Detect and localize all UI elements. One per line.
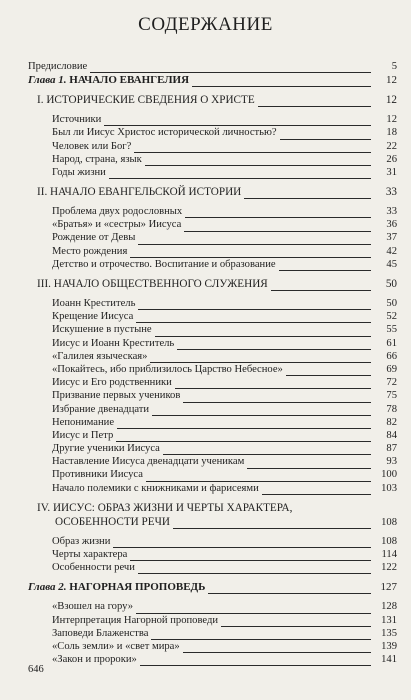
toc-entry-label: Призвание первых учеников: [52, 390, 181, 402]
toc-section-row: [0, 185, 411, 199]
toc-entry-label: Заповеди Блаженства: [52, 627, 149, 639]
toc-chapter-title: [28, 580, 205, 594]
toc-entry-row: [0, 245, 411, 258]
toc-page-number: 131: [381, 614, 397, 626]
toc-entry-row: [0, 166, 411, 179]
toc-list: [0, 60, 411, 666]
toc-underline: [140, 665, 371, 666]
toc-page-number: 50: [386, 298, 397, 310]
toc-page-number: 128: [381, 601, 397, 613]
toc-page-number: 103: [381, 482, 397, 494]
toc-page-number: 93: [386, 456, 397, 468]
toc-entry-label: Крещение Иисуса: [52, 311, 134, 323]
toc-entry-label: Иисус и Его родственники: [52, 377, 172, 389]
toc-page-number: 84: [386, 429, 397, 441]
toc-entry-label: «Покайтесь, ибо приблизилось Царство Небесное»: [52, 363, 283, 375]
toc-entry-label: II. НАЧАЛО ЕВАНГЕЛЬСКОЙ ИСТОРИИ: [37, 186, 242, 199]
toc-entry-label: Детство и отрочество. Воспитание и образование: [52, 258, 276, 270]
toc-page-number: 127: [380, 581, 397, 594]
toc-entry-row: [0, 205, 411, 218]
toc-page-number: 139: [381, 640, 397, 652]
toc-entry-row: [0, 535, 411, 548]
toc-entry-row: [0, 482, 411, 495]
toc-section-row: [0, 93, 411, 107]
toc-entry-label: Место рождения: [52, 245, 128, 257]
toc-entry-row: [0, 416, 411, 429]
toc-entry-row: [0, 548, 411, 561]
toc-page-number: 36: [386, 219, 397, 231]
toc-entry-label: Проблема двух родословных: [52, 206, 183, 218]
toc-entry-row: [0, 376, 411, 389]
toc-page-number: 12: [386, 74, 397, 87]
toc-entry-row: [0, 113, 411, 126]
toc-entry-label: Другие ученики Иисуса: [52, 443, 160, 455]
toc-entry-label: Особенности речи: [52, 562, 135, 574]
toc-entry-row: [0, 363, 411, 376]
toc-entry-label: Интерпретация Нагорной проповеди: [52, 614, 219, 626]
toc-section-line1: IV. ИИСУС: ОБРАЗ ЖИЗНИ И ЧЕРТЫ ХАРАКТЕРА,: [37, 501, 293, 514]
toc-chapter-number: Глава 1.: [28, 74, 67, 87]
toc-page-number: 72: [386, 377, 397, 389]
toc-page-number: 122: [381, 562, 397, 574]
toc-entry-label: «Соль земли» и «свет мира»: [52, 640, 180, 652]
toc-entry-row: [0, 403, 411, 416]
toc-entry-row: [0, 653, 411, 666]
toc-entry-label: Предисловие: [28, 60, 88, 72]
toc-chapter-name: НАГОРНАЯ ПРОПОВЕДЬ: [69, 581, 206, 594]
toc-entry-row: [0, 614, 411, 627]
toc-entry-label: III. НАЧАЛО ОБЩЕСТВЕННОГО СЛУЖЕНИЯ: [37, 278, 268, 291]
toc-chapter-row: [0, 580, 411, 594]
toc-page-number: 22: [386, 140, 397, 152]
toc-page-number: 26: [386, 153, 397, 165]
toc-section-line2: ОСОБЕННОСТИ РЕЧИ: [55, 515, 170, 528]
toc-page-number: 135: [381, 627, 397, 639]
toc-page-number: 87: [386, 443, 397, 455]
toc-entry-label: Иисус и Петр: [52, 429, 114, 441]
toc-page-number: 12: [385, 94, 397, 107]
toc-page-number: 55: [386, 324, 397, 336]
toc-page-number: 82: [386, 416, 397, 428]
toc-entry-label: Искушение в пустыне: [52, 324, 152, 336]
toc-page-number: 42: [386, 245, 397, 257]
toc-entry-row: [0, 469, 411, 482]
toc-entry-label: Источники: [52, 114, 102, 126]
toc-entry-row: [0, 600, 411, 613]
toc-entry-row: [0, 337, 411, 350]
toc-entry-row: [0, 627, 411, 640]
toc-entry-label: Народ, страна, язык: [52, 153, 142, 165]
toc-page-number: 31: [386, 166, 397, 178]
toc-page-number: 33: [386, 206, 397, 218]
toc-entry-row: [0, 258, 411, 271]
toc-page-number: 61: [386, 337, 397, 349]
toc-entry-label: Образ жизни: [52, 535, 111, 547]
toc-page-number: 5: [391, 60, 397, 72]
toc-entry-row: [0, 232, 411, 245]
toc-entry-label: Человек или Бог?: [52, 140, 132, 152]
toc-entry-row: [0, 126, 411, 139]
toc-page-number: 52: [386, 311, 397, 323]
toc-page-number: 12: [386, 114, 397, 126]
toc-page-number: 50: [385, 278, 397, 291]
toc-chapter-row: [0, 73, 411, 87]
toc-entry-label: I. ИСТОРИЧЕСКИЕ СВЕДЕНИЯ О ХРИСТЕ: [37, 94, 255, 107]
page-title: СОДЕРЖАНИЕ: [138, 14, 273, 35]
toc-page-number: 141: [381, 654, 397, 666]
toc-page-number: 114: [381, 549, 397, 561]
toc-entry-label: Избрание двенадцати: [52, 403, 150, 415]
toc-entry-row: [0, 640, 411, 653]
toc-page-number: 108: [381, 535, 397, 547]
toc-entry-label: Противники Иисуса: [52, 469, 143, 481]
toc-page-number: 45: [386, 258, 397, 270]
toc-entry-label: Рождение от Девы: [52, 232, 136, 244]
toc-entry-row: [0, 153, 411, 166]
toc-page-number: 37: [386, 232, 397, 244]
toc-entry-row: [0, 310, 411, 323]
toc-chapter-name: НАЧАЛО ЕВАНГЕЛИЯ: [69, 74, 190, 87]
toc-entry-label: «Закон и пророки»: [52, 654, 137, 666]
toc-entry-row: [0, 455, 411, 468]
toc-entry-row: [0, 561, 411, 574]
toc-entry-label: Черты характера: [52, 549, 128, 561]
toc-entry-row: [0, 350, 411, 363]
toc-section-row: [0, 501, 411, 529]
toc-section-row: [0, 277, 411, 291]
toc-page-number: 100: [381, 469, 397, 481]
toc-chapter-number: Глава 2.: [28, 581, 67, 594]
toc-page-number: 33: [385, 186, 397, 199]
toc-entry-label: Был ли Иисус Христос исторической личностью?: [52, 127, 277, 139]
toc-page-number: 66: [386, 350, 397, 362]
toc-entry-label: «Галилея языческая»: [52, 350, 148, 362]
toc-entry-row: [0, 323, 411, 336]
toc-entry-label: Непонимание: [52, 416, 115, 428]
toc-entry-label: Иоанн Креститель: [52, 298, 136, 310]
toc-page-number: 108: [381, 516, 397, 528]
toc-page-number: 78: [386, 403, 397, 415]
toc-entry-row: [0, 297, 411, 310]
toc-entry-label: «Братья» и «сестры» Иисуса: [52, 219, 182, 231]
toc-entry-label: [37, 501, 292, 529]
toc-entry-label: Иисус и Иоанн Креститель: [52, 337, 175, 349]
toc-entry-row: [0, 389, 411, 402]
toc-entry-row: [0, 218, 411, 231]
toc-entry-row: [0, 429, 411, 442]
toc-page-number: 75: [386, 390, 397, 402]
toc-chapter-title: [28, 73, 189, 87]
page-number: 646: [28, 664, 44, 675]
toc-entry-label: «Взошел на гору»: [52, 601, 133, 613]
toc-entry-label: Годы жизни: [52, 166, 106, 178]
toc-entry-row: [0, 442, 411, 455]
toc-entry-row: [0, 140, 411, 153]
toc-entry-label: Начало полемики с книжниками и фарисеями: [52, 482, 259, 494]
toc-entry-row: [0, 60, 411, 73]
toc-page-number: 69: [386, 363, 397, 375]
toc-entry-label: Наставление Иисуса двенадцати ученикам: [52, 456, 245, 468]
toc-page-number: 18: [386, 127, 397, 139]
